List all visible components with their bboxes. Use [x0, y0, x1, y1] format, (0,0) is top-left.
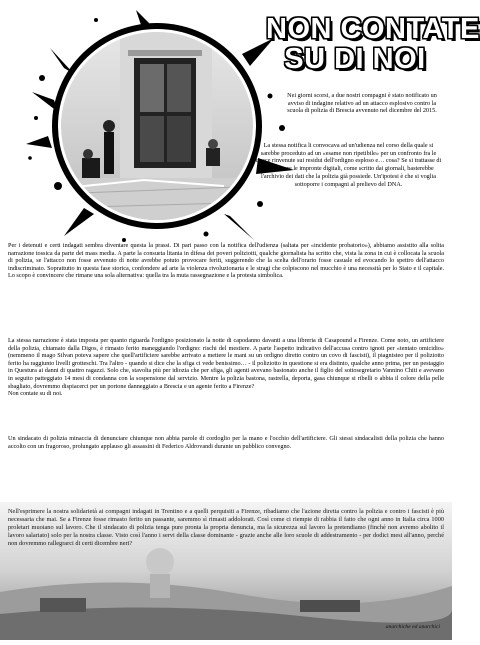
- section-3-slogan: Non contate su di noi.: [8, 390, 63, 398]
- signature: anarchiche ed anarchici: [385, 624, 440, 630]
- intro-paragraph-2: La stessa notifica li convocava ad un'udienza nel corso della quale si sarebbe proceduto ad un «esame non ripetibile» per un confronto fra le tracce rinvenute sui residui dell'ordigno esploso e… cosa? Se si trattasse di confrontare le impronte digitali, come scritto dai giornali, basterebbe l'archivio dei dati che la polizia già possiede. Un'ipotesi è che si voglia sottoporre i compagni al prelievo del DNA.: [255, 142, 442, 188]
- headline-line-2: SU DI NOI: [284, 43, 426, 75]
- section-3-text: La stessa narrazione è stata imposta per quanto riguarda l'ordigno posizionato la notte di capodanno davanti a una libreria di Casapound a Firenze. Come noto, un artificiere della polizia, chiamato dalla Digos, è rimasto ferito maneggiando l'ordigno: rischi del mestiere. A parte l'aspetto indicativo dell'accusa contro ignoti per «tentato omicidio» (nemmeno il mago Silvan poteva sapere che quell'artificiere sarebbe arrivato a mettere le mani su un ordigno diretto contro un covo di fascisti), il piagnisteo per il poliziotto ferito ha raggiunto livelli grotteschi. Tra l'altro - quando si dice che la sfiga ci vede benissimo… - il poliziotto in questione si era distinto, qualche anno prima, per un pestaggio in Questura ai danni di quattro ragazzi. Solo che, stavolta più per idiozia che per sfiga, gli agenti avevano bastonato anche il figlio del sottosegretario Vannino Chiti e avevano in seguito patteggiato 14 mesi di condanna con la sospensione dal servizio. Mentre la polizia bastona, rastrella, deporta, gasa chiunque si ribelli o abbia il colore della pelle sbagliato, dovremmo dispiacerci per un portone danneggiato a Brescia e un agente ferito a Firenze?: [8, 337, 444, 390]
- body-section-4: Un sindacato di polizia minaccia di denunciare chiunque non abbia parole di cordoglio per la mano e l'occhio dell'artificiere. Gli stessi sindacalisti della polizia che hanno accolto con un fragoroso, prolungato applauso gli assassini di Federico Aldrovandi durante un pubblico convegno.: [8, 435, 444, 450]
- headline-line-1: NON CONTATE: [266, 13, 480, 45]
- closing-paragraph: Nell'esprimere la nostra solidarietà ai compagni indagati in Trentino e a quelli perquisiti a Firenze, ribadiamo che l'azione diretta contro la polizia e contro i fascisti è più necessaria che mai. Se a Firenze fosse rimasto ferito un passante, saremmo sì rimasti addolorati. Così come ci riempie di rabbia il fatto che ogni anno in Italia circa 1000 proletari muoiano sul lavoro. Che il sindacato di polizia tenga pure pronta la propria denuncia, ma la sicurezza sul lavoro la pretendiamo (finché non avremo abolito il lavoro salariato) solo per la nostra classe. Visto così l'anno i servi della classe dominante - grazie anche alle loro scuole di addestramento - per dodici mesi all'anno, perché non dovremmo rallegrarci di certi dicembre neri?: [8, 508, 444, 547]
- body-section-2: Per i detenuti e certi indagati sembra diventare questa la prassi. Di pari passo con la notifica dell'udienza (saltata per «incidente probatorio»), abbiamo assistito alla solita narrazione tossica da parte dei mass media. A parte la consueta litania in difesa dei poveri poliziotti, qualche giornalista ha scritto che, vista la zona in cui è collocata la scuola di polizia, se l'attacco non fosse avvenuto di notte avrebbe potuto provocare feriti, suggerendo che la scelta dell'orario fosse casuale ed evocando lo spettro dell'attacco indiscriminato. Soprattutto in questa fase storica, confondere ad arte la violenza rivoluzionaria e le stragi che colpiscono nel mucchio è una necessità per lo Stato e il capitale. Lo scopo è convincere che rimane una sola alternativa: quella tra la muta rassegnazione e la protesta simbolica.: [8, 242, 444, 280]
- body-section-3: [8, 337, 444, 398]
- headline: [266, 13, 480, 75]
- intro-paragraph-1: Nei giorni scorsi, a due nostri compagni è stato notificato un avviso di indagine relativo ad un attacco esplosivo contro la scuola di polizia di Brescia avvenuto nel dicembre del 2015.: [287, 92, 437, 115]
